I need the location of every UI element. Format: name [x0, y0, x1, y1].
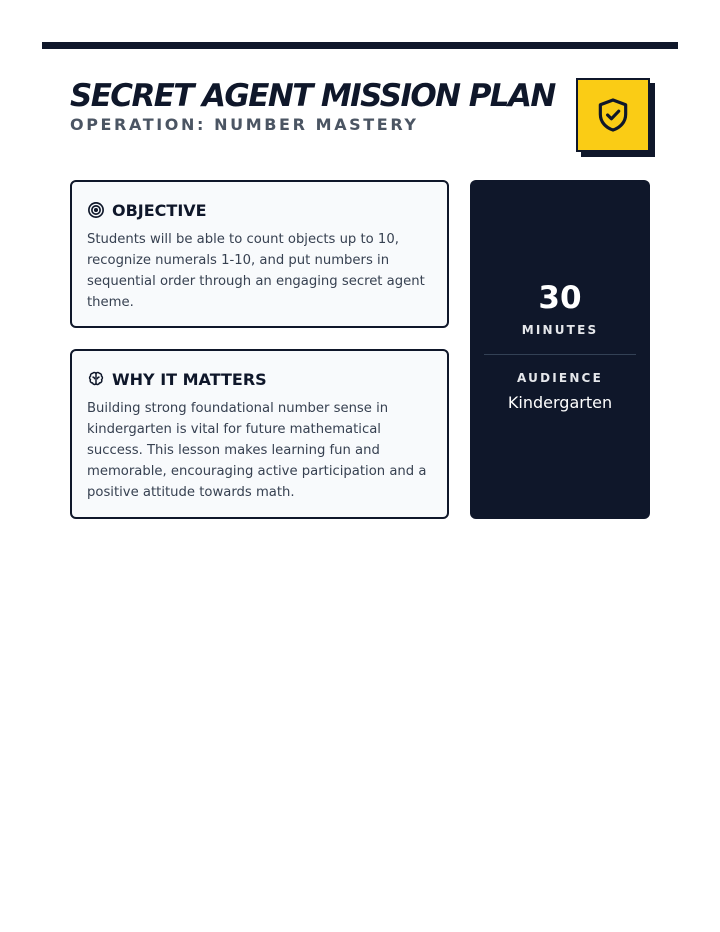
stats-divider — [484, 354, 636, 355]
duration-unit: MINUTES — [521, 323, 599, 337]
shield-badge — [576, 78, 650, 152]
duration-value: 30 — [538, 280, 582, 316]
objective-header — [87, 199, 433, 221]
objective-card — [70, 180, 449, 328]
why-it-matters-text: Building strong foundational number sense in kindergarten is vital for future mathematical success. This lesson makes learning fun and memorable, encouraging active participation and a positive attitude towards math. — [87, 401, 427, 500]
why-it-matters-title: WHY IT MATTERS — [112, 369, 267, 389]
audience-label: AUDIENCE — [517, 371, 603, 385]
brain-icon — [87, 370, 105, 388]
mission-stats-panel — [470, 180, 650, 519]
objective-text: Students will be able to count objects up to 10, recognize numerals 1-10, and put numbers in sequential order through an engaging secret agent theme. — [87, 232, 425, 310]
page-title: SECRET AGENT MISSION PLAN — [70, 78, 555, 114]
why-it-matters-card — [70, 349, 449, 519]
target-icon — [87, 201, 105, 219]
shield-check-icon — [594, 96, 632, 134]
why-it-matters-header — [87, 368, 433, 390]
audience-value: Kindergarten — [507, 393, 613, 412]
top-rule — [42, 42, 678, 49]
objective-title: OBJECTIVE — [112, 200, 207, 220]
page-subtitle: OPERATION: NUMBER MASTERY — [70, 115, 419, 134]
